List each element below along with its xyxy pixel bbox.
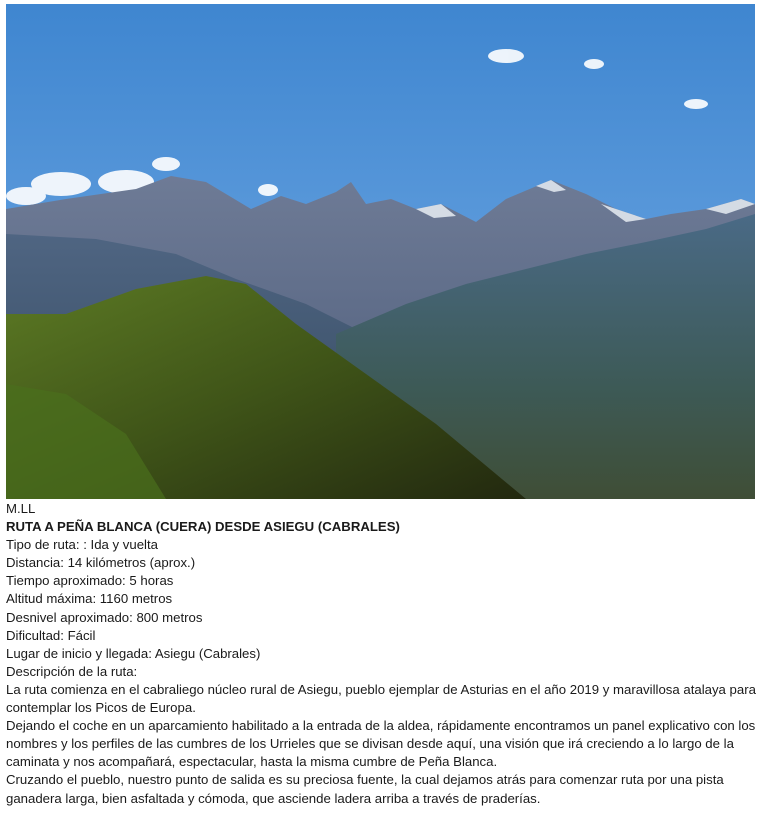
- route-description: [6, 500, 764, 808]
- landscape-illustration: [6, 4, 755, 499]
- field-start-end: Lugar de inicio y llegada: Asiegu (Cabrales): [6, 645, 261, 661]
- field-description-heading: Descripción de la ruta:: [6, 663, 138, 679]
- field-distance: Distancia: 14 kilómetros (aprox.): [6, 555, 196, 571]
- field-max-altitude: Altitud máxima: 1160 metros: [6, 591, 173, 607]
- field-route-type: Tipo de ruta: : Ida y vuelta: [6, 537, 158, 553]
- mountain-landscape-photo: [6, 4, 755, 499]
- paragraph-1: La ruta comienza en el cabraliego núcleo rural de Asiegu, pueblo ejemplar de Asturias en el año 2019 y maravillosa atalaya para contemplar los Picos de Europa.: [6, 681, 756, 716]
- field-difficulty: Dificultad: Fácil: [6, 627, 96, 643]
- field-time: Tiempo aproximado: 5 horas: [6, 573, 174, 589]
- field-elevation-gain: Desnivel aproximado: 800 metros: [6, 609, 203, 625]
- author-credit: M.LL: [6, 501, 36, 516]
- paragraph-2: Dejando el coche en un aparcamiento habilitado a la entrada de la aldea, rápidamente encontramos un panel explicativo con los nombres y los perfiles de las cumbres de los Urrieles que se divisan desde aquí, una visión que irá creciendo a lo largo de la caminata y nos acompañará, espectacular, hasta la misma cumbre de Peña Blanca.: [6, 718, 756, 770]
- route-title: RUTA A PEÑA BLANCA (CUERA) DESDE ASIEGU (CABRALES): [6, 519, 400, 535]
- paragraph-3: Cruzando el pueblo, nuestro punto de salida es su preciosa fuente, la cual dejamos atrás para comenzar ruta por una pista ganadera larga, bien asfaltada y cómoda, que asciende ladera arriba a través de praderías.: [6, 772, 724, 806]
